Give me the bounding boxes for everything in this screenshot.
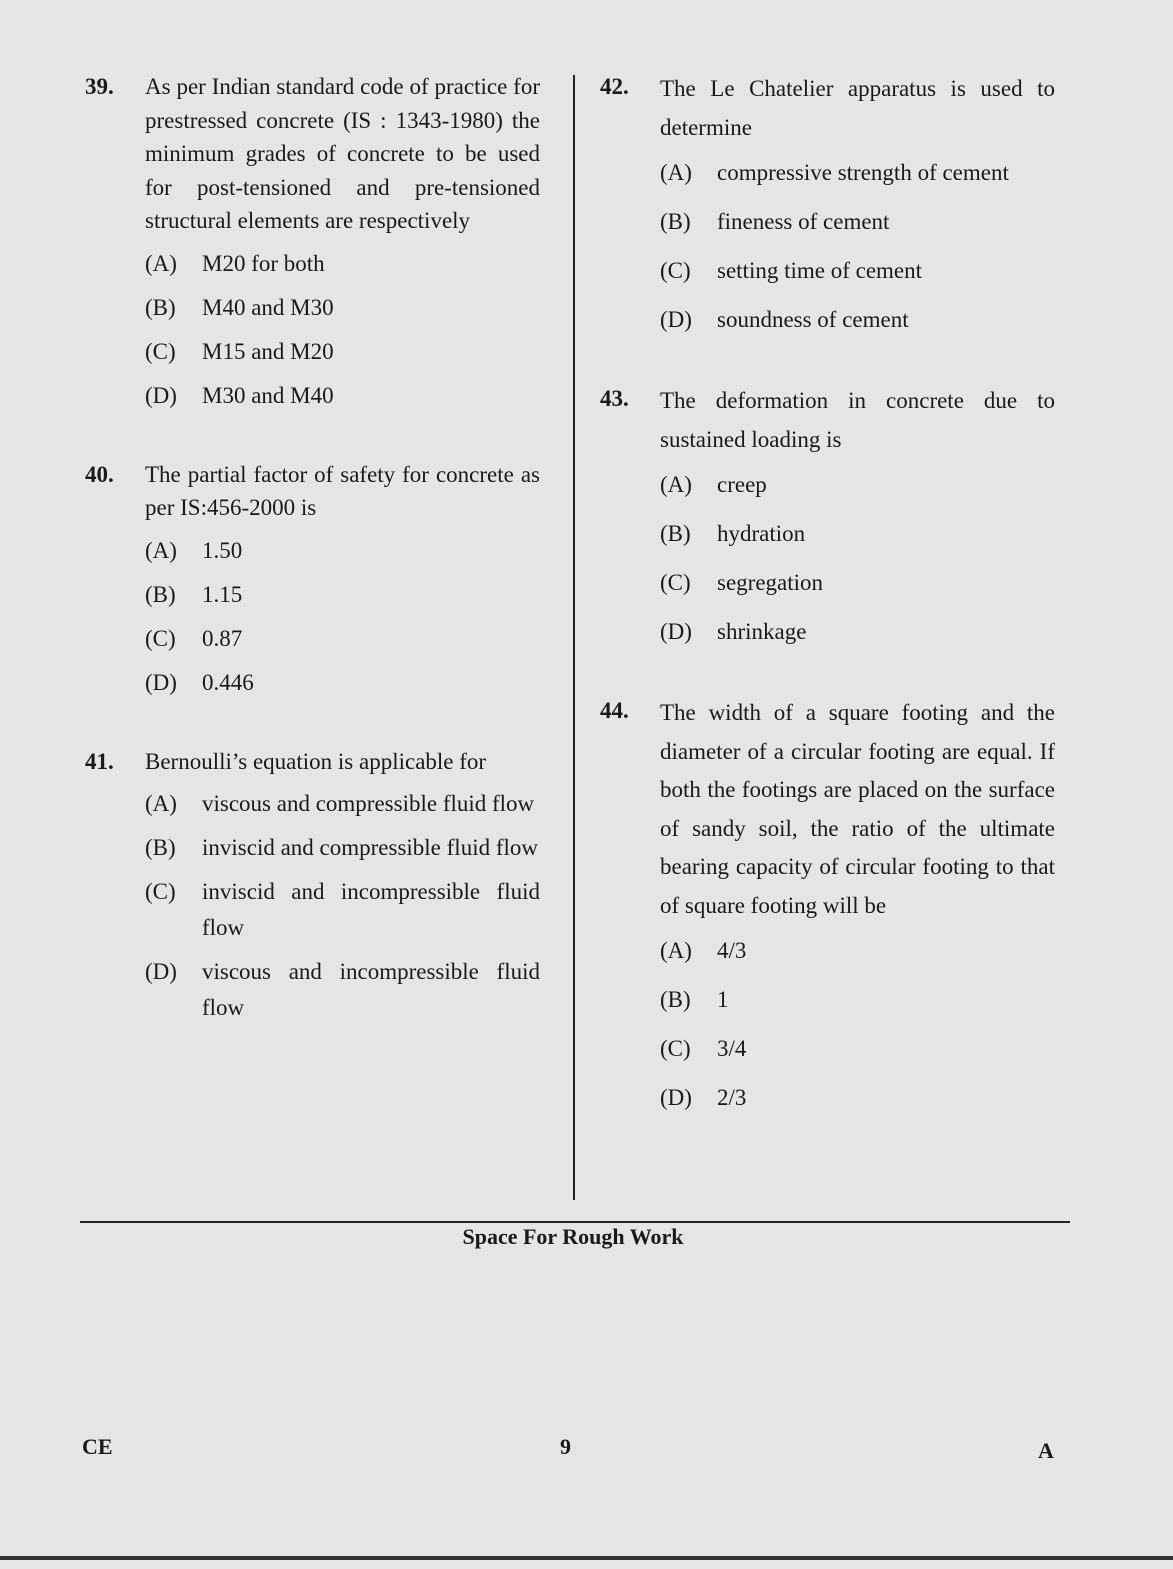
question-number: 44.	[600, 698, 629, 723]
option-label: (C)	[660, 258, 691, 283]
option-text: 4/3	[717, 938, 747, 963]
footer-page-number: 9	[560, 1434, 571, 1459]
question-text: The partial factor of safety for concrete as per IS:456-2000 is	[145, 461, 540, 520]
column-divider	[573, 75, 575, 1200]
option-label: (A)	[660, 472, 692, 497]
question-44	[600, 694, 1055, 1116]
question-number: 41.	[85, 748, 114, 774]
option-text: M30 and M40	[202, 382, 334, 408]
footer-series: A	[1038, 1438, 1054, 1463]
option-text: compressive strength of cement	[717, 160, 1009, 185]
option-text: 3/4	[717, 1036, 747, 1061]
option-text: setting time of cement	[717, 258, 923, 283]
option-text: hydration	[717, 521, 806, 546]
option-label: (B)	[145, 835, 176, 860]
option-label: (C)	[145, 625, 176, 651]
option-text: M20 for both	[202, 250, 325, 276]
right-column	[600, 70, 1055, 1160]
option	[660, 155, 1055, 191]
option-text: fineness of cement	[717, 209, 890, 234]
option-label: (A)	[660, 938, 692, 963]
options-list	[145, 246, 540, 414]
rough-work-divider	[80, 1221, 1070, 1223]
option	[145, 786, 540, 822]
option-label: (A)	[145, 250, 177, 276]
option-label: (B)	[660, 521, 691, 546]
option-label: (C)	[145, 879, 176, 904]
option	[145, 665, 540, 701]
option-text: 0.446	[202, 669, 254, 695]
option	[660, 302, 1055, 338]
option-text: segregation	[717, 570, 824, 595]
question-text: The width of a square footing and the diameter of a circular footing are equal. If both the footings are placed on the surface of sandy soil, the ratio of the ultimate bearing capacity of circular footing to that of square footing will be	[660, 700, 1055, 918]
option	[145, 577, 540, 613]
option-label: (B)	[145, 294, 176, 320]
option	[660, 565, 1055, 601]
options-list	[145, 786, 540, 1026]
option	[145, 830, 540, 866]
option	[145, 378, 540, 414]
option-text: 1.50	[202, 537, 243, 563]
option-text: shrinkage	[717, 619, 807, 644]
option	[660, 516, 1055, 552]
option-text: 0.87	[202, 625, 243, 651]
footer-subject-code: CE	[82, 1434, 113, 1459]
options-list	[145, 533, 540, 701]
option-label: (D)	[660, 619, 692, 644]
option-label: (D)	[660, 307, 692, 332]
option	[660, 467, 1055, 503]
option	[145, 621, 540, 657]
option-label: (C)	[145, 338, 176, 364]
left-column	[85, 70, 540, 1070]
option	[660, 614, 1055, 650]
option-text: inviscid and incompressible fluid flow	[202, 879, 540, 940]
option-label: (D)	[145, 959, 177, 984]
option	[145, 874, 540, 946]
option-label: (C)	[660, 1036, 691, 1061]
option-label: (A)	[660, 160, 692, 185]
option-label: (B)	[660, 209, 691, 234]
question-41	[85, 745, 540, 1027]
question-text: As per Indian standard code of practice for prestressed concrete (IS : 1343-1980) the minimum grades of concrete to be used for post-tensioned and pre-tensioned structural elements are respectively	[145, 74, 540, 233]
option-label: (D)	[145, 669, 177, 695]
question-text: The deformation in concrete due to sustained loading is	[660, 388, 1055, 452]
option-label: (A)	[145, 537, 177, 563]
question-text: Bernoulli’s equation is applicable for	[145, 748, 487, 774]
question-43	[600, 382, 1055, 650]
option	[660, 933, 1055, 969]
option-label: (D)	[660, 1085, 692, 1110]
option	[145, 334, 540, 370]
question-text: The Le Chatelier apparatus is used to determine	[660, 76, 1055, 140]
option	[660, 982, 1055, 1018]
option-label: (B)	[660, 987, 691, 1012]
option	[660, 1031, 1055, 1067]
option-text: viscous and compressible fluid flow	[202, 791, 535, 816]
question-42	[600, 70, 1055, 338]
option-label: (A)	[145, 791, 177, 816]
option-text: 1.15	[202, 581, 243, 607]
option	[660, 1080, 1055, 1116]
option-text: M15 and M20	[202, 338, 334, 364]
option-text: 2/3	[717, 1085, 747, 1110]
options-list	[660, 933, 1055, 1116]
option-label: (D)	[145, 382, 177, 408]
option	[145, 246, 540, 282]
page-bottom-edge	[0, 1556, 1173, 1560]
question-number: 43.	[600, 386, 629, 411]
option-label: (B)	[145, 581, 176, 607]
option	[145, 290, 540, 326]
rough-work-heading: Space For Rough Work	[462, 1224, 684, 1249]
option	[660, 204, 1055, 240]
options-list	[660, 155, 1055, 338]
options-list	[660, 467, 1055, 650]
question-number: 39.	[85, 74, 114, 99]
option	[660, 253, 1055, 289]
option-text: creep	[717, 472, 767, 497]
question-40	[85, 458, 540, 701]
option-label: (C)	[660, 570, 691, 595]
question-number: 40.	[85, 461, 114, 487]
option-text: inviscid and compressible fluid flow	[202, 835, 538, 860]
option-text: M40 and M30	[202, 294, 334, 320]
option	[145, 533, 540, 569]
option-text: 1	[717, 987, 729, 1012]
question-39	[85, 70, 540, 414]
question-number: 42.	[600, 74, 629, 99]
option	[145, 954, 540, 1026]
option-text: viscous and incompressible fluid flow	[202, 959, 540, 1020]
option-text: soundness of cement	[717, 307, 909, 332]
